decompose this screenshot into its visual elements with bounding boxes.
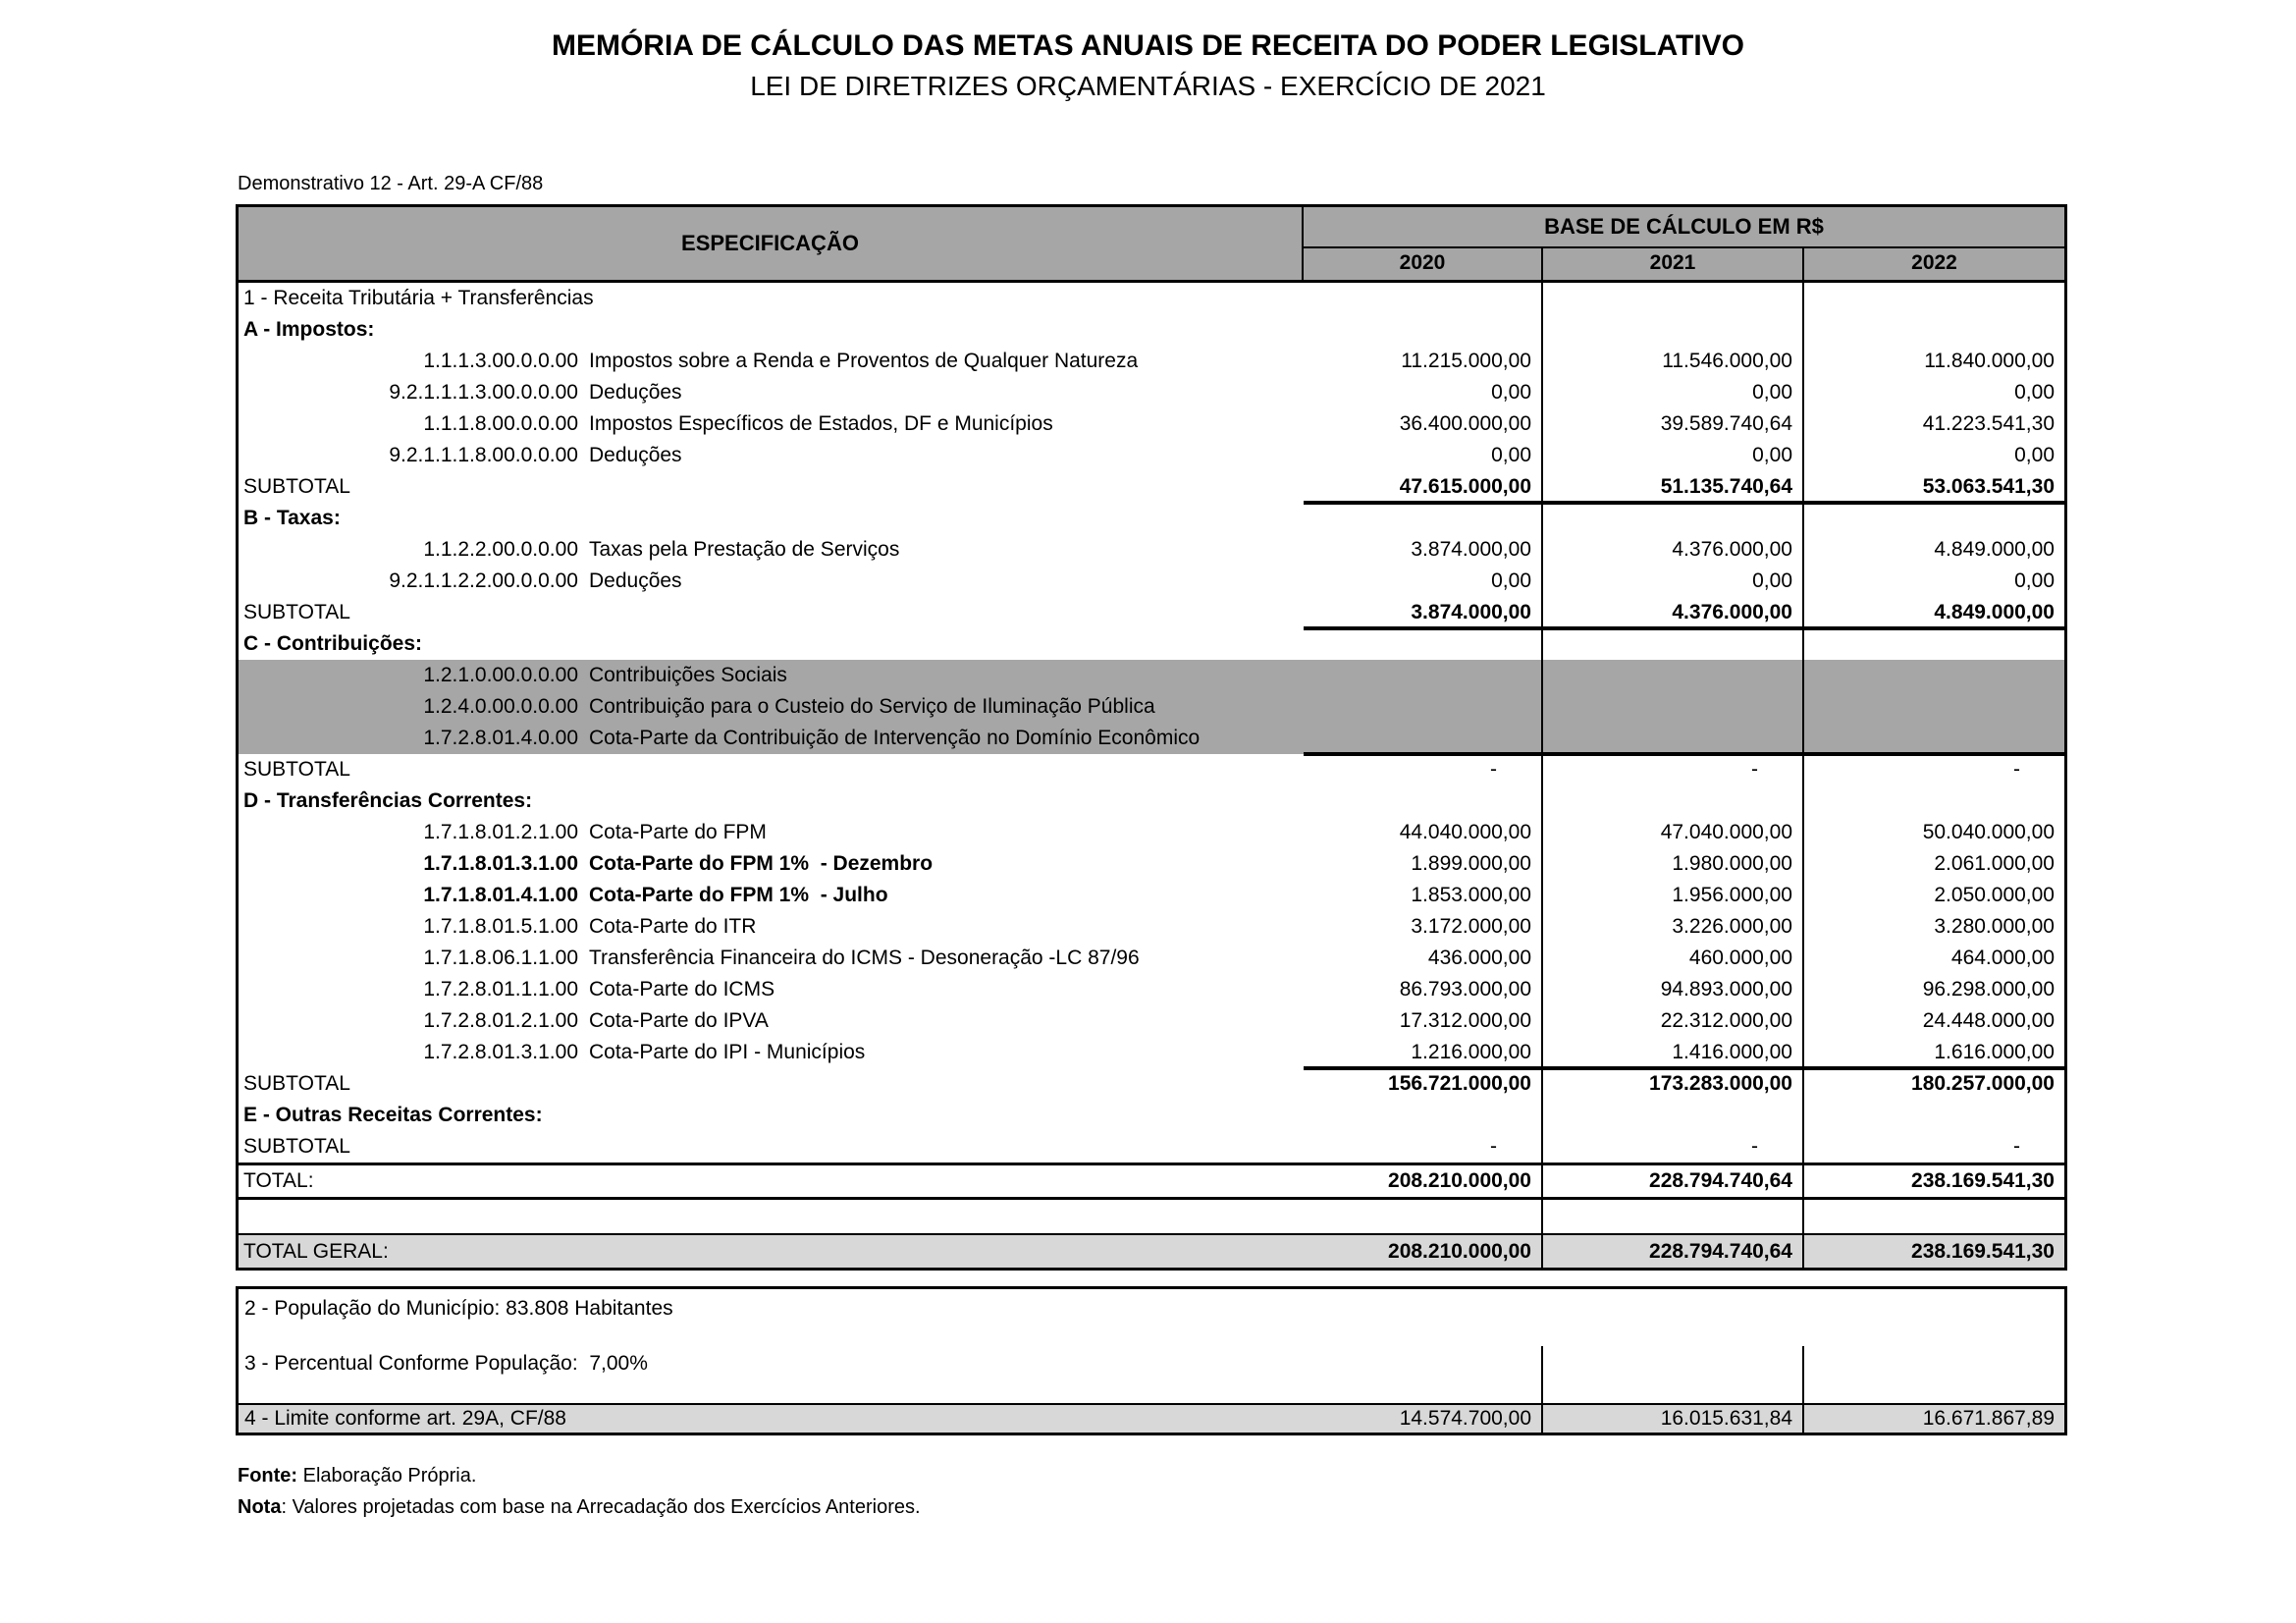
value-2020: 44.040.000,00 (1399, 821, 1531, 843)
account-code: 9.2.1.1.2.2.00.0.0.00 (389, 569, 578, 592)
table-row (239, 1289, 2064, 1346)
row-label: SUBTOTAL (243, 475, 350, 498)
table-header (239, 207, 2064, 283)
row-label: TOTAL: (243, 1169, 314, 1192)
row-label (239, 664, 1304, 687)
fonte-label: Fonte: (238, 1465, 298, 1487)
value-2021: 22.312.000,00 (1541, 1005, 1802, 1037)
row-label (239, 569, 1304, 593)
value-2021: 47.040.000,00 (1541, 817, 1802, 848)
limite-value-2021: 16.015.631,84 (1541, 1405, 1802, 1433)
row-label (239, 821, 1304, 844)
row-label (239, 695, 1304, 719)
percentual-label: 3 - Percentual Conforme População: 7,00% (244, 1352, 648, 1375)
value-2021: 228.794.740,64 (1541, 1235, 1802, 1268)
value-2021 (1541, 723, 1802, 754)
value-2021 (1541, 314, 1802, 346)
row-label: SUBTOTAL (243, 758, 350, 781)
value-2021 (1541, 628, 1802, 660)
table-row-section (239, 785, 2064, 817)
value-2020: 0,00 (1491, 569, 1531, 592)
value-2021 (1541, 660, 1802, 691)
row-label (239, 727, 1304, 750)
account-code: 1.7.1.8.01.5.1.00 (423, 915, 578, 938)
table-row-item (239, 723, 2064, 754)
table-row-subtotal (239, 471, 2064, 503)
revenue-table (236, 204, 2067, 1271)
value-2020: 36.400.000,00 (1399, 412, 1531, 435)
value-2022 (1802, 503, 2064, 534)
account-description: Cota-Parte da Contribuição de Intervenção no Domínio Econômico (589, 727, 1201, 749)
account-description: Deduções (589, 381, 682, 404)
table-row-section (239, 503, 2064, 534)
row-label: A - Impostos: (243, 318, 375, 341)
value-2020 (1304, 785, 1541, 817)
value-2020: 47.615.000,00 (1399, 475, 1531, 498)
row-label: E - Outras Receitas Correntes: (243, 1104, 543, 1126)
nota-label: Nota (238, 1496, 282, 1518)
row-label (239, 852, 1304, 876)
value-2022: 464.000,00 (1802, 943, 2064, 974)
value-2022: 2.050.000,00 (1802, 880, 2064, 911)
value-2020 (1304, 314, 1541, 346)
value-2021: 0,00 (1541, 566, 1802, 597)
value-2022: - (1802, 1131, 2064, 1163)
account-description: Cota-Parte do IPVA (589, 1009, 769, 1032)
empty-cell (1541, 1346, 1802, 1403)
value-2021 (1541, 691, 1802, 723)
subtotal-rule-line (1304, 501, 2064, 505)
table-row-subtotal (239, 754, 2064, 785)
value-2021: 4.376.000,00 (1541, 534, 1802, 566)
table-body (239, 283, 2064, 1268)
account-code: 1.1.1.8.00.0.0.00 (423, 412, 578, 435)
value-2021: 460.000,00 (1541, 943, 1802, 974)
value-2021: 0,00 (1541, 377, 1802, 408)
value-2022 (1802, 1100, 2064, 1131)
value-2020 (1304, 691, 1541, 723)
row-label: SUBTOTAL (243, 1135, 350, 1158)
value-2021: 3.226.000,00 (1541, 911, 1802, 943)
value-2022: 238.169.541,30 (1802, 1235, 2064, 1268)
table-row-subtotal (239, 1131, 2064, 1163)
row-label (239, 947, 1304, 970)
table-row-total (239, 1163, 2064, 1200)
table-row-item (239, 848, 2064, 880)
value-2021: 11.546.000,00 (1541, 346, 1802, 377)
page-subtitle: LEI DE DIRETRIZES ORÇAMENTÁRIAS - EXERCÍCIO DE 2021 (750, 71, 1546, 101)
value-2022 (1802, 691, 2064, 723)
value-2022: 11.840.000,00 (1802, 346, 2064, 377)
value-2021 (1541, 1200, 1802, 1233)
account-code: 9.2.1.1.1.8.00.0.0.00 (389, 444, 578, 466)
table-row-item (239, 880, 2064, 911)
value-2021: 39.589.740,64 (1541, 408, 1802, 440)
table-row-section (239, 628, 2064, 660)
column-header-2022: 2022 (1802, 248, 2064, 280)
value-2020: 0,00 (1491, 444, 1531, 466)
value-2022: 41.223.541,30 (1802, 408, 2064, 440)
value-2021 (1541, 503, 1802, 534)
populacao-label: 2 - População do Município: 83.808 Habitantes (244, 1297, 673, 1320)
row-label: TOTAL GERAL: (243, 1239, 389, 1263)
account-description: Contribuição para o Custeio do Serviço de Iluminação Pública (589, 695, 1155, 718)
value-2020: - (1490, 758, 1497, 781)
table-row-item (239, 691, 2064, 723)
account-description: Deduções (589, 569, 682, 592)
account-description: Taxas pela Prestação de Serviços (589, 538, 900, 561)
page-title: MEMÓRIA DE CÁLCULO DAS METAS ANUAIS DE RECEITA DO PODER LEGISLATIVO (551, 29, 1745, 62)
value-2022 (1802, 723, 2064, 754)
row-label: SUBTOTAL (243, 1072, 350, 1095)
account-code: 1.2.4.0.00.0.0.00 (423, 695, 578, 718)
value-2021: 1.956.000,00 (1541, 880, 1802, 911)
account-code: 1.7.1.8.06.1.1.00 (423, 947, 578, 969)
value-2020 (1304, 283, 1541, 314)
account-code: 1.7.2.8.01.2.1.00 (423, 1009, 578, 1032)
value-2020: 1.899.000,00 (1411, 852, 1531, 875)
value-2020: 3.172.000,00 (1411, 915, 1531, 938)
table-row-item (239, 817, 2064, 848)
value-2022: 0,00 (1802, 377, 2064, 408)
base-calculo-header-group (1304, 207, 2064, 280)
value-2021: 94.893.000,00 (1541, 974, 1802, 1005)
value-2022: 1.616.000,00 (1802, 1037, 2064, 1068)
value-2022: 180.257.000,00 (1802, 1068, 2064, 1100)
subtotal-rule-line (1304, 1066, 2064, 1070)
table-row-item (239, 346, 2064, 377)
account-description: Cota-Parte do ICMS (589, 978, 775, 1001)
table-row-item (239, 911, 2064, 943)
value-2021 (1541, 1100, 1802, 1131)
column-header-especificacao: ESPECIFICAÇÃO (239, 207, 1304, 280)
value-2020: 86.793.000,00 (1399, 978, 1531, 1001)
row-label (239, 884, 1304, 907)
table-row-item (239, 408, 2064, 440)
value-2020 (1304, 503, 1541, 534)
row-label: 1 - Receita Tributária + Transferências (243, 287, 594, 309)
account-code: 1.1.2.2.00.0.0.00 (423, 538, 578, 561)
table-row-item (239, 660, 2064, 691)
value-2021: 1.980.000,00 (1541, 848, 1802, 880)
account-description: Deduções (589, 444, 682, 466)
fonte-text: Elaboração Própria. (297, 1465, 477, 1487)
account-description: Cota-Parte do FPM 1% - Julho (589, 884, 888, 906)
nota-note (238, 1496, 921, 1519)
value-2022: 4.849.000,00 (1802, 534, 2064, 566)
row-label: B - Taxas: (243, 507, 341, 529)
table-row (239, 1346, 2064, 1403)
account-code: 1.2.1.0.00.0.0.00 (423, 664, 578, 686)
row-label (239, 350, 1304, 373)
table-row-item (239, 534, 2064, 566)
value-2020: 436.000,00 (1427, 947, 1531, 969)
value-2020 (1304, 1200, 1541, 1233)
account-code: 1.7.1.8.01.3.1.00 (423, 852, 578, 875)
account-code: 9.2.1.1.1.3.00.0.0.00 (389, 381, 578, 404)
value-2021 (1541, 785, 1802, 817)
account-description: Transferência Financeira do ICMS - Desoneração -LC 87/96 (589, 947, 1140, 969)
value-2020 (1304, 628, 1541, 660)
table-row-item (239, 974, 2064, 1005)
value-2022 (1802, 785, 2064, 817)
column-header-2020: 2020 (1399, 251, 1446, 274)
row-label (239, 444, 1304, 467)
value-2021: 1.416.000,00 (1541, 1037, 1802, 1068)
column-header-base-calculo: BASE DE CÁLCULO EM R$ (1304, 207, 2064, 248)
column-header-2021: 2021 (1541, 248, 1802, 280)
value-2021: 228.794.740,64 (1541, 1165, 1802, 1197)
account-code: 1.7.2.8.01.3.1.00 (423, 1041, 578, 1063)
value-2021: 173.283.000,00 (1541, 1068, 1802, 1100)
account-description: Impostos sobre a Renda e Proventos de Qualquer Natureza (589, 350, 1139, 372)
table-row-item (239, 377, 2064, 408)
nota-text: : Valores projetadas com base na Arrecadação dos Exercícios Anteriores. (281, 1496, 921, 1518)
row-label (239, 915, 1304, 939)
table-row-section (239, 314, 2064, 346)
row-label: D - Transferências Correntes: (243, 789, 533, 812)
table-row-limite (239, 1403, 2064, 1433)
table-row-subtotal (239, 1068, 2064, 1100)
value-2022 (1802, 1200, 2064, 1233)
value-2022: 238.169.541,30 (1802, 1165, 2064, 1197)
row-label: SUBTOTAL (243, 601, 350, 623)
subtotal-rule-line (1304, 626, 2064, 630)
table-row-total-geral (239, 1233, 2064, 1268)
value-2020: 3.874.000,00 (1411, 601, 1531, 623)
value-2022: 53.063.541,30 (1802, 471, 2064, 503)
row-label (239, 1009, 1304, 1033)
row-label (239, 1041, 1304, 1064)
table-row-item (239, 440, 2064, 471)
fonte-note (238, 1465, 476, 1488)
table-row-subtotal (239, 597, 2064, 628)
row-label (239, 538, 1304, 562)
value-2022: 3.280.000,00 (1802, 911, 2064, 943)
value-2020: 1.216.000,00 (1411, 1041, 1531, 1063)
value-2022 (1802, 628, 2064, 660)
value-2021: - (1541, 1131, 1802, 1163)
value-2020: 1.853.000,00 (1411, 884, 1531, 906)
account-description: Cota-Parte do ITR (589, 915, 757, 938)
account-description: Impostos Específicos de Estados, DF e Municípios (589, 412, 1053, 435)
account-code: 1.1.1.3.00.0.0.00 (423, 350, 578, 372)
value-2022 (1802, 283, 2064, 314)
account-description: Cota-Parte do FPM (589, 821, 767, 843)
value-2021: 0,00 (1541, 440, 1802, 471)
value-2022: 2.061.000,00 (1802, 848, 2064, 880)
value-2020: 11.215.000,00 (1401, 350, 1531, 372)
value-2022: 96.298.000,00 (1802, 974, 2064, 1005)
account-code: 1.7.1.8.01.4.1.00 (423, 884, 578, 906)
value-2022: 24.448.000,00 (1802, 1005, 2064, 1037)
value-2020: 208.210.000,00 (1388, 1169, 1531, 1192)
value-2021 (1541, 283, 1802, 314)
value-2020: - (1490, 1135, 1497, 1158)
row-label (239, 978, 1304, 1001)
value-2020 (1304, 723, 1541, 754)
year-header-row (1304, 248, 2064, 280)
value-2021: 4.376.000,00 (1541, 597, 1802, 628)
account-code: 1.7.2.8.01.1.1.00 (423, 978, 578, 1001)
account-code: 1.7.1.8.01.2.1.00 (423, 821, 578, 843)
account-description: Contribuições Sociais (589, 664, 787, 686)
value-2020: 0,00 (1491, 381, 1531, 404)
limite-value-2022: 16.671.867,89 (1802, 1405, 2064, 1433)
subtotal-rule-line (1304, 752, 2064, 756)
account-code: 1.7.2.8.01.4.0.00 (423, 727, 578, 749)
account-description: Cota-Parte do FPM 1% - Dezembro (589, 852, 934, 875)
value-2022: 4.849.000,00 (1802, 597, 2064, 628)
empty-cell (1802, 1346, 2064, 1403)
value-2022: 0,00 (1802, 440, 2064, 471)
demonstrativo-label: Demonstrativo 12 - Art. 29-A CF/88 (238, 173, 544, 194)
value-2020: 17.312.000,00 (1399, 1009, 1531, 1032)
value-2022 (1802, 314, 2064, 346)
value-2020 (1304, 1100, 1541, 1131)
table-row-item (239, 943, 2064, 974)
value-2020: 3.874.000,00 (1411, 538, 1531, 561)
value-2022 (1802, 660, 2064, 691)
value-2022: 0,00 (1802, 566, 2064, 597)
value-2020: 208.210.000,00 (1388, 1239, 1531, 1263)
table-row-item (239, 566, 2064, 597)
row-label (239, 381, 1304, 405)
value-2022: - (1802, 754, 2064, 785)
limite-value-2020: 14.574.700,00 (1399, 1407, 1531, 1430)
value-2021: 51.135.740,64 (1541, 471, 1802, 503)
value-2020 (1304, 660, 1541, 691)
value-2022: 50.040.000,00 (1802, 817, 2064, 848)
row-label: C - Contribuições: (243, 632, 422, 655)
table-row-plain (239, 283, 2064, 314)
table-row-item (239, 1005, 2064, 1037)
table-row-section (239, 1100, 2064, 1131)
account-description: Cota-Parte do IPI - Municípios (589, 1041, 866, 1063)
value-2020: 156.721.000,00 (1388, 1072, 1531, 1095)
table-row-item (239, 1037, 2064, 1068)
table-row-empty (239, 1200, 2064, 1233)
row-label (239, 412, 1304, 436)
value-2021: - (1541, 754, 1802, 785)
population-limit-table (236, 1286, 2067, 1435)
limite-label: 4 - Limite conforme art. 29A, CF/88 (244, 1407, 566, 1430)
